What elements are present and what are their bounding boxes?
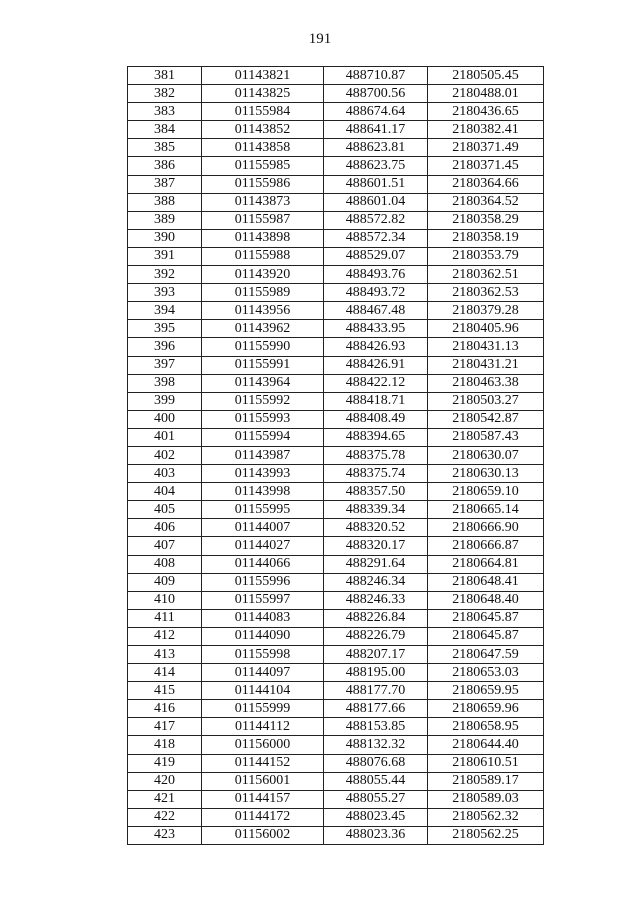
x-coordinate-cell: 488291.64 <box>324 555 428 573</box>
table-row <box>128 139 544 157</box>
y-coordinate-cell: 2180431.21 <box>428 356 544 374</box>
y-coordinate-cell: 2180503.27 <box>428 392 544 410</box>
table-row <box>128 229 544 247</box>
table-row <box>128 85 544 103</box>
row-number-cell: 392 <box>128 266 202 284</box>
x-coordinate-cell: 488433.95 <box>324 320 428 338</box>
table-row <box>128 555 544 573</box>
y-coordinate-cell: 2180382.41 <box>428 121 544 139</box>
y-coordinate-cell: 2180364.52 <box>428 193 544 211</box>
table-row <box>128 591 544 609</box>
row-number-cell: 409 <box>128 573 202 591</box>
table-row <box>128 211 544 229</box>
table-row <box>128 103 544 121</box>
table-row <box>128 664 544 682</box>
point-id-cell: 01155994 <box>202 428 324 446</box>
y-coordinate-cell: 2180405.96 <box>428 320 544 338</box>
y-coordinate-cell: 2180362.51 <box>428 266 544 284</box>
coordinate-table-body <box>128 67 544 845</box>
x-coordinate-cell: 488408.49 <box>324 410 428 428</box>
table-row <box>128 302 544 320</box>
x-coordinate-cell: 488572.34 <box>324 229 428 247</box>
y-coordinate-cell: 2180371.45 <box>428 157 544 175</box>
y-coordinate-cell: 2180659.10 <box>428 483 544 501</box>
row-number-cell: 414 <box>128 664 202 682</box>
x-coordinate-cell: 488426.91 <box>324 356 428 374</box>
row-number-cell: 390 <box>128 229 202 247</box>
row-number-cell: 401 <box>128 428 202 446</box>
table-row <box>128 573 544 591</box>
x-coordinate-cell: 488641.17 <box>324 121 428 139</box>
y-coordinate-cell: 2180379.28 <box>428 302 544 320</box>
point-id-cell: 01155985 <box>202 157 324 175</box>
table-row <box>128 266 544 284</box>
page-number: 191 <box>308 31 332 47</box>
x-coordinate-cell: 488023.45 <box>324 808 428 826</box>
table-row <box>128 718 544 736</box>
point-id-cell: 01143825 <box>202 85 324 103</box>
point-id-cell: 01156001 <box>202 772 324 790</box>
table-row <box>128 754 544 772</box>
row-number-cell: 396 <box>128 338 202 356</box>
table-row <box>128 157 544 175</box>
x-coordinate-cell: 488375.78 <box>324 446 428 464</box>
point-id-cell: 01155992 <box>202 392 324 410</box>
x-coordinate-cell: 488357.50 <box>324 483 428 501</box>
table-row <box>128 284 544 302</box>
y-coordinate-cell: 2180647.59 <box>428 646 544 664</box>
y-coordinate-cell: 2180431.13 <box>428 338 544 356</box>
point-id-cell: 01155989 <box>202 284 324 302</box>
row-number-cell: 382 <box>128 85 202 103</box>
x-coordinate-cell: 488226.84 <box>324 609 428 627</box>
x-coordinate-cell: 488023.36 <box>324 826 428 844</box>
x-coordinate-cell: 488177.66 <box>324 700 428 718</box>
y-coordinate-cell: 2180505.45 <box>428 67 544 85</box>
table-row <box>128 428 544 446</box>
x-coordinate-cell: 488394.65 <box>324 428 428 446</box>
table-row <box>128 700 544 718</box>
x-coordinate-cell: 488246.34 <box>324 573 428 591</box>
y-coordinate-cell: 2180645.87 <box>428 627 544 645</box>
row-number-cell: 416 <box>128 700 202 718</box>
y-coordinate-cell: 2180436.65 <box>428 103 544 121</box>
row-number-cell: 413 <box>128 646 202 664</box>
table-row <box>128 736 544 754</box>
row-number-cell: 394 <box>128 302 202 320</box>
x-coordinate-cell: 488055.44 <box>324 772 428 790</box>
y-coordinate-cell: 2180562.32 <box>428 808 544 826</box>
x-coordinate-cell: 488601.04 <box>324 193 428 211</box>
row-number-cell: 383 <box>128 103 202 121</box>
x-coordinate-cell: 488153.85 <box>324 718 428 736</box>
row-number-cell: 407 <box>128 537 202 555</box>
table-row <box>128 790 544 808</box>
x-coordinate-cell: 488467.48 <box>324 302 428 320</box>
row-number-cell: 421 <box>128 790 202 808</box>
x-coordinate-cell: 488320.52 <box>324 519 428 537</box>
y-coordinate-cell: 2180362.53 <box>428 284 544 302</box>
y-coordinate-cell: 2180645.87 <box>428 609 544 627</box>
table-row <box>128 175 544 193</box>
x-coordinate-cell: 488418.71 <box>324 392 428 410</box>
x-coordinate-cell: 488700.56 <box>324 85 428 103</box>
row-number-cell: 419 <box>128 754 202 772</box>
x-coordinate-cell: 488339.34 <box>324 501 428 519</box>
y-coordinate-cell: 2180666.90 <box>428 519 544 537</box>
table-row <box>128 320 544 338</box>
point-id-cell: 01143898 <box>202 229 324 247</box>
row-number-cell: 408 <box>128 555 202 573</box>
point-id-cell: 01155995 <box>202 501 324 519</box>
x-coordinate-cell: 488195.00 <box>324 664 428 682</box>
row-number-cell: 384 <box>128 121 202 139</box>
table-row <box>128 67 544 85</box>
y-coordinate-cell: 2180630.07 <box>428 446 544 464</box>
table-row <box>128 808 544 826</box>
point-id-cell: 01143987 <box>202 446 324 464</box>
point-id-cell: 01144172 <box>202 808 324 826</box>
point-id-cell: 01155996 <box>202 573 324 591</box>
table-row <box>128 193 544 211</box>
table-row <box>128 519 544 537</box>
point-id-cell: 01144090 <box>202 627 324 645</box>
y-coordinate-cell: 2180659.96 <box>428 700 544 718</box>
x-coordinate-cell: 488226.79 <box>324 627 428 645</box>
row-number-cell: 399 <box>128 392 202 410</box>
point-id-cell: 01144083 <box>202 609 324 627</box>
x-coordinate-cell: 488076.68 <box>324 754 428 772</box>
point-id-cell: 01144066 <box>202 555 324 573</box>
point-id-cell: 01143993 <box>202 465 324 483</box>
row-number-cell: 398 <box>128 374 202 392</box>
point-id-cell: 01155993 <box>202 410 324 428</box>
row-number-cell: 388 <box>128 193 202 211</box>
row-number-cell: 418 <box>128 736 202 754</box>
x-coordinate-cell: 488422.12 <box>324 374 428 392</box>
y-coordinate-cell: 2180488.01 <box>428 85 544 103</box>
table-row <box>128 465 544 483</box>
row-number-cell: 386 <box>128 157 202 175</box>
point-id-cell: 01144104 <box>202 682 324 700</box>
table-row <box>128 609 544 627</box>
point-id-cell: 01155991 <box>202 356 324 374</box>
x-coordinate-cell: 488493.72 <box>324 284 428 302</box>
table-row <box>128 392 544 410</box>
row-number-cell: 385 <box>128 139 202 157</box>
point-id-cell: 01143998 <box>202 483 324 501</box>
y-coordinate-cell: 2180364.66 <box>428 175 544 193</box>
table-row <box>128 501 544 519</box>
point-id-cell: 01144027 <box>202 537 324 555</box>
x-coordinate-cell: 488493.76 <box>324 266 428 284</box>
table-row <box>128 646 544 664</box>
table-row <box>128 772 544 790</box>
table-row <box>128 121 544 139</box>
point-id-cell: 01143821 <box>202 67 324 85</box>
x-coordinate-cell: 488426.93 <box>324 338 428 356</box>
point-id-cell: 01144152 <box>202 754 324 772</box>
table-row <box>128 356 544 374</box>
x-coordinate-cell: 488320.17 <box>324 537 428 555</box>
table-row <box>128 483 544 501</box>
row-number-cell: 397 <box>128 356 202 374</box>
y-coordinate-cell: 2180589.17 <box>428 772 544 790</box>
row-number-cell: 406 <box>128 519 202 537</box>
y-coordinate-cell: 2180653.03 <box>428 664 544 682</box>
row-number-cell: 415 <box>128 682 202 700</box>
point-id-cell: 01143962 <box>202 320 324 338</box>
x-coordinate-cell: 488710.87 <box>324 67 428 85</box>
y-coordinate-cell: 2180648.41 <box>428 573 544 591</box>
point-id-cell: 01143964 <box>202 374 324 392</box>
point-id-cell: 01155984 <box>202 103 324 121</box>
point-id-cell: 01156002 <box>202 826 324 844</box>
y-coordinate-cell: 2180664.81 <box>428 555 544 573</box>
x-coordinate-cell: 488177.70 <box>324 682 428 700</box>
row-number-cell: 422 <box>128 808 202 826</box>
table-row <box>128 410 544 428</box>
table-row <box>128 627 544 645</box>
x-coordinate-cell: 488601.51 <box>324 175 428 193</box>
y-coordinate-cell: 2180648.40 <box>428 591 544 609</box>
row-number-cell: 410 <box>128 591 202 609</box>
table-row <box>128 374 544 392</box>
point-id-cell: 01144157 <box>202 790 324 808</box>
x-coordinate-cell: 488674.64 <box>324 103 428 121</box>
point-id-cell: 01155997 <box>202 591 324 609</box>
point-id-cell: 01143852 <box>202 121 324 139</box>
x-coordinate-cell: 488529.07 <box>324 247 428 265</box>
row-number-cell: 395 <box>128 320 202 338</box>
y-coordinate-cell: 2180358.19 <box>428 229 544 247</box>
point-id-cell: 01144112 <box>202 718 324 736</box>
x-coordinate-cell: 488132.32 <box>324 736 428 754</box>
point-id-cell: 01156000 <box>202 736 324 754</box>
point-id-cell: 01144007 <box>202 519 324 537</box>
row-number-cell: 389 <box>128 211 202 229</box>
y-coordinate-cell: 2180610.51 <box>428 754 544 772</box>
row-number-cell: 402 <box>128 446 202 464</box>
point-id-cell: 01143920 <box>202 266 324 284</box>
point-id-cell: 01155987 <box>202 211 324 229</box>
point-id-cell: 01155986 <box>202 175 324 193</box>
y-coordinate-cell: 2180562.25 <box>428 826 544 844</box>
table-row <box>128 537 544 555</box>
x-coordinate-cell: 488207.17 <box>324 646 428 664</box>
point-id-cell: 01143956 <box>202 302 324 320</box>
coordinate-table <box>127 66 544 845</box>
table-row <box>128 338 544 356</box>
table-row <box>128 682 544 700</box>
y-coordinate-cell: 2180630.13 <box>428 465 544 483</box>
y-coordinate-cell: 2180371.49 <box>428 139 544 157</box>
y-coordinate-cell: 2180463.38 <box>428 374 544 392</box>
point-id-cell: 01155999 <box>202 700 324 718</box>
x-coordinate-cell: 488055.27 <box>324 790 428 808</box>
row-number-cell: 403 <box>128 465 202 483</box>
point-id-cell: 01155988 <box>202 247 324 265</box>
y-coordinate-cell: 2180666.87 <box>428 537 544 555</box>
y-coordinate-cell: 2180542.87 <box>428 410 544 428</box>
row-number-cell: 387 <box>128 175 202 193</box>
row-number-cell: 412 <box>128 627 202 645</box>
row-number-cell: 417 <box>128 718 202 736</box>
y-coordinate-cell: 2180358.29 <box>428 211 544 229</box>
point-id-cell: 01144097 <box>202 664 324 682</box>
point-id-cell: 01143873 <box>202 193 324 211</box>
row-number-cell: 404 <box>128 483 202 501</box>
x-coordinate-cell: 488623.81 <box>324 139 428 157</box>
row-number-cell: 405 <box>128 501 202 519</box>
row-number-cell: 411 <box>128 609 202 627</box>
table-row <box>128 826 544 844</box>
y-coordinate-cell: 2180658.95 <box>428 718 544 736</box>
table-row <box>128 247 544 265</box>
row-number-cell: 393 <box>128 284 202 302</box>
y-coordinate-cell: 2180665.14 <box>428 501 544 519</box>
y-coordinate-cell: 2180659.95 <box>428 682 544 700</box>
y-coordinate-cell: 2180587.43 <box>428 428 544 446</box>
x-coordinate-cell: 488623.75 <box>324 157 428 175</box>
x-coordinate-cell: 488572.82 <box>324 211 428 229</box>
row-number-cell: 391 <box>128 247 202 265</box>
table-row <box>128 446 544 464</box>
y-coordinate-cell: 2180589.03 <box>428 790 544 808</box>
x-coordinate-cell: 488375.74 <box>324 465 428 483</box>
row-number-cell: 381 <box>128 67 202 85</box>
row-number-cell: 423 <box>128 826 202 844</box>
y-coordinate-cell: 2180353.79 <box>428 247 544 265</box>
point-id-cell: 01155990 <box>202 338 324 356</box>
x-coordinate-cell: 488246.33 <box>324 591 428 609</box>
row-number-cell: 420 <box>128 772 202 790</box>
row-number-cell: 400 <box>128 410 202 428</box>
point-id-cell: 01155998 <box>202 646 324 664</box>
point-id-cell: 01143858 <box>202 139 324 157</box>
y-coordinate-cell: 2180644.40 <box>428 736 544 754</box>
